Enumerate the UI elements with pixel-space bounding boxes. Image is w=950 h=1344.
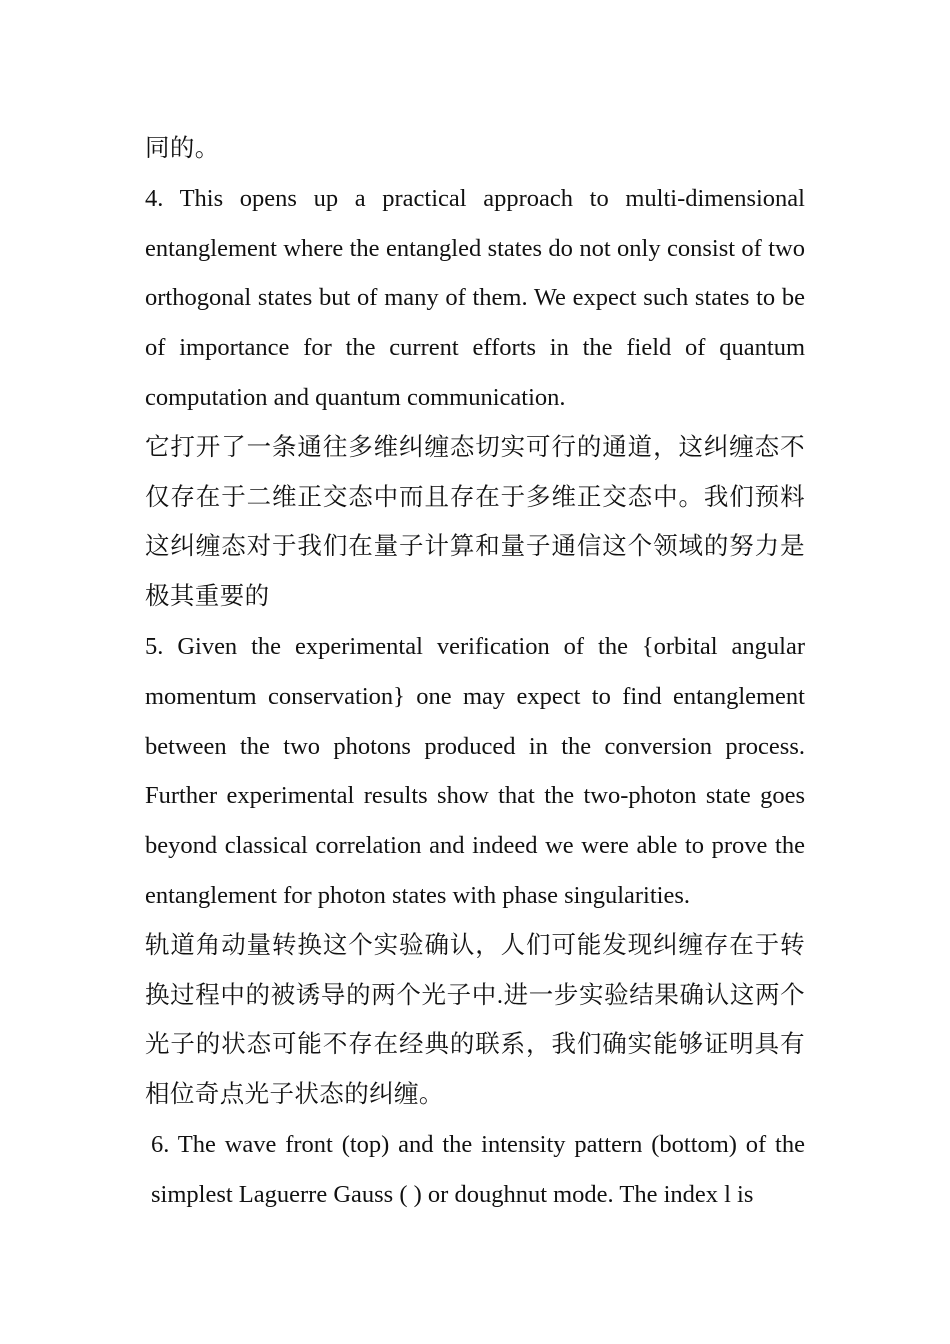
paragraph-5-chinese: 轨道角动量转换这个实验确认，人们可能发现纠缠存在于转换过程中的被诱导的两个光子中.进一步实验结果确认这两个光子的状态可能不存在经典的联系，我们确实能够证明具有相位奇点光子状态的纠缠。 <box>145 931 805 1109</box>
paragraph-chinese-fragment: 同的。 <box>145 135 220 162</box>
paragraph-6-english: 6. The wave front (top) and the intensity pattern (bottom) of the simplest Laguerre Gauss ( ) or doughnut mode. The index l is <box>151 1130 805 1208</box>
paragraph-4-chinese: 它打开了一条通往多维纠缠态切实可行的通道，这纠缠态不仅存在于二维正交态中而且存在于多维正交态中。我们预料这纠缠态对于我们在量子计算和量子通信这个领域的努力是极其重要的 <box>145 433 805 611</box>
paragraph-4-english: 4. This opens up a practical approach to multi-dimensional entanglement where the entangled states do not only consist of two orthogonal states but of many of them. We expect such states to be of importance for the current efforts in the field of quantum computation and quantum communication. <box>145 184 805 411</box>
paragraph-5-english: 5. Given the experimental verification of the {orbital angular momentum conservation} one may expect to find entanglement between the two photons produced in the conversion process. Further experimental results show that the two-photon state goes beyond classical correlation and indeed we were able to prove the entanglement for photon states with phase singularities. <box>145 632 805 909</box>
document-page <box>145 124 805 1220</box>
